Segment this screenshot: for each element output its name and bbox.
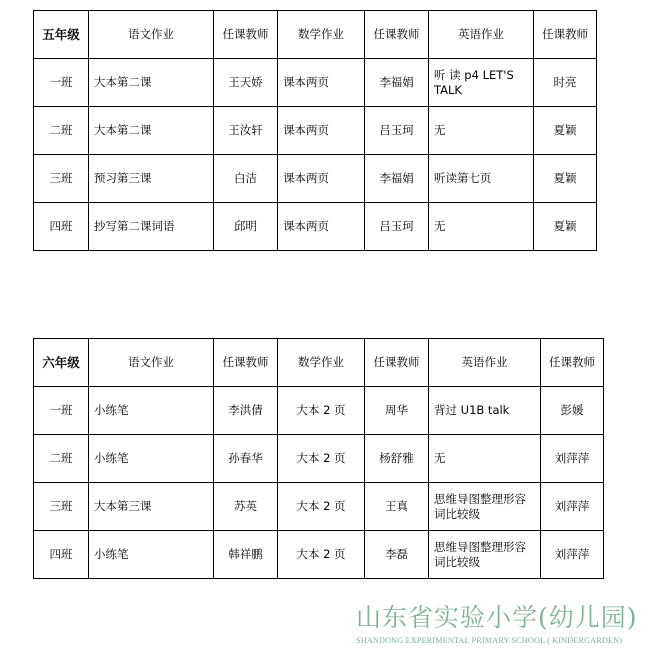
chinese-teacher: 王汝轩: [214, 107, 278, 155]
english-homework: 听 读 p4 LET'S TALK: [429, 59, 534, 107]
english-homework: 思维导图整理形容词比较级: [429, 483, 541, 531]
chinese-homework: 小练笔: [89, 387, 214, 435]
math-homework: 课本两页: [278, 59, 365, 107]
english-teacher: 夏颖: [534, 107, 597, 155]
header-chinese-teacher: 任课教师: [214, 339, 278, 387]
math-teacher: 周华: [365, 387, 429, 435]
chinese-homework: 大本第二课: [89, 59, 214, 107]
header-english: 英语作业: [429, 11, 534, 59]
table-header-row: [34, 339, 604, 387]
chinese-teacher: 李洪倩: [214, 387, 278, 435]
grade-label: 五年级: [34, 11, 89, 59]
english-teacher: 时亮: [534, 59, 597, 107]
table-header-row: [34, 11, 597, 59]
english-homework: 思维导图整理形容词比较级: [429, 531, 541, 579]
math-homework: 大本 2 页: [278, 531, 365, 579]
math-teacher: 李福娟: [365, 155, 429, 203]
header-chinese: 语文作业: [89, 339, 214, 387]
chinese-teacher: 孙春华: [214, 435, 278, 483]
header-math: 数学作业: [278, 339, 365, 387]
english-homework: 背过 U1B talk: [429, 387, 541, 435]
math-homework: 课本两页: [278, 155, 365, 203]
header-math-teacher: 任课教师: [365, 339, 429, 387]
math-teacher: 王真: [365, 483, 429, 531]
math-homework: 课本两页: [278, 203, 365, 251]
class-name: 四班: [34, 531, 89, 579]
table-row: [34, 483, 604, 531]
chinese-teacher: 苏英: [214, 483, 278, 531]
class-name: 四班: [34, 203, 89, 251]
english-homework: 无: [429, 435, 541, 483]
header-chinese-teacher: 任课教师: [214, 11, 278, 59]
table-row: [34, 107, 597, 155]
header-english-teacher: 任课教师: [541, 339, 604, 387]
header-english-teacher: 任课教师: [534, 11, 597, 59]
header-english: 英语作业: [429, 339, 541, 387]
chinese-teacher: 王天娇: [214, 59, 278, 107]
chinese-homework: 小练笔: [89, 531, 214, 579]
chinese-homework: 预习第三课: [89, 155, 214, 203]
english-teacher: 刘萍萍: [541, 483, 604, 531]
school-name-english: SHANDONG EXPERIMENTAL PRIMARY SCHOOL ( KINDERGARDEN): [356, 636, 623, 645]
math-homework: 课本两页: [278, 107, 365, 155]
grade6-homework-table: [33, 338, 604, 579]
table-row: [34, 435, 604, 483]
school-name-chinese: 山东省实验小学(幼儿园): [356, 603, 638, 632]
class-name: 一班: [34, 387, 89, 435]
chinese-teacher: 白洁: [214, 155, 278, 203]
class-name: 二班: [34, 107, 89, 155]
math-homework: 大本 2 页: [278, 483, 365, 531]
math-homework: 大本 2 页: [278, 387, 365, 435]
math-homework: 大本 2 页: [278, 435, 365, 483]
class-name: 一班: [34, 59, 89, 107]
table-row: [34, 387, 604, 435]
math-teacher: 吕玉珂: [365, 203, 429, 251]
school-logo: [356, 603, 646, 645]
chinese-homework: 抄写第二课词语: [89, 203, 214, 251]
grade5-homework-table: [33, 10, 597, 251]
chinese-homework: 小练笔: [89, 435, 214, 483]
table-row: [34, 155, 597, 203]
math-teacher: 李福娟: [365, 59, 429, 107]
table-row: [34, 59, 597, 107]
chinese-teacher: 韩祥鹏: [214, 531, 278, 579]
math-teacher: 李磊: [365, 531, 429, 579]
header-chinese: 语文作业: [89, 11, 214, 59]
english-teacher: 彭媛: [541, 387, 604, 435]
header-math: 数学作业: [278, 11, 365, 59]
english-homework: 无: [429, 203, 534, 251]
english-homework: 无: [429, 107, 534, 155]
math-teacher: 吕玉珂: [365, 107, 429, 155]
table-row: [34, 531, 604, 579]
english-teacher: 刘萍萍: [541, 435, 604, 483]
chinese-teacher: 邱明: [214, 203, 278, 251]
english-teacher: 夏颖: [534, 155, 597, 203]
table-row: [34, 203, 597, 251]
math-teacher: 杨舒雅: [365, 435, 429, 483]
grade-label: 六年级: [34, 339, 89, 387]
class-name: 二班: [34, 435, 89, 483]
english-homework: 听读第七页: [429, 155, 534, 203]
english-teacher: 刘萍萍: [541, 531, 604, 579]
header-math-teacher: 任课教师: [365, 11, 429, 59]
chinese-homework: 大本第三课: [89, 483, 214, 531]
english-teacher: 夏颖: [534, 203, 597, 251]
class-name: 三班: [34, 483, 89, 531]
chinese-homework: 大本第二课: [89, 107, 214, 155]
class-name: 三班: [34, 155, 89, 203]
